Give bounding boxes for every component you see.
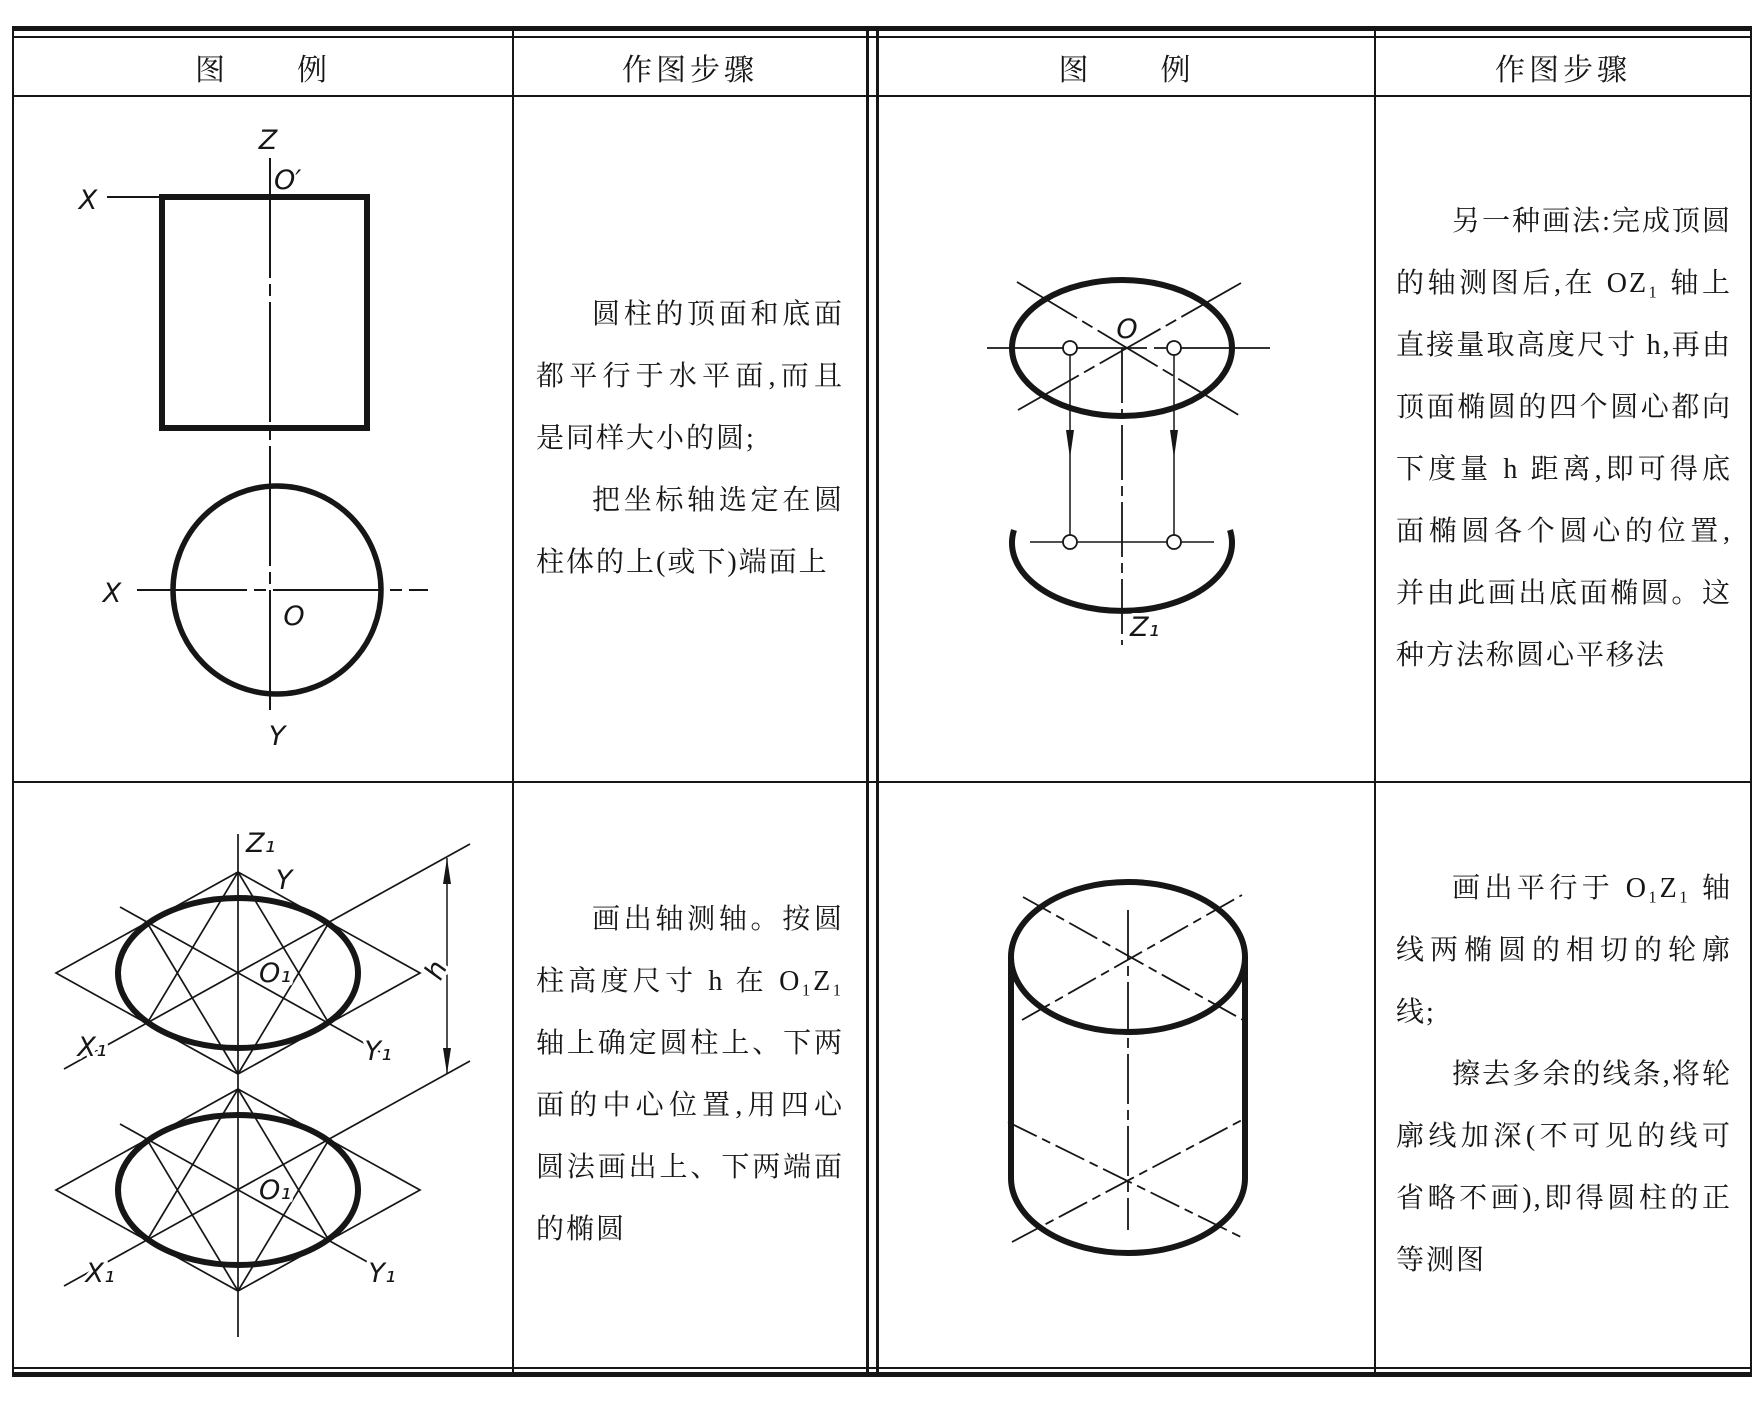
axis-label-y: Y: [275, 865, 293, 896]
ellipse-center-point: [1063, 341, 1077, 355]
steps-cell-left-row2: [514, 783, 866, 1367]
steps-paragraph: 画出平行于 O₁Z₁ 轴线两椭圆的相切的轮廓线;: [1396, 873, 1732, 1028]
bottom-centerline-diagonal: [1012, 1120, 1242, 1242]
center-label-o1: O₁: [258, 1175, 292, 1206]
origin-label-o: O: [1116, 314, 1138, 345]
header-example-right: [879, 38, 1374, 95]
ellipse-center-point: [1167, 535, 1181, 549]
axis-label-x1: X₁: [85, 1258, 115, 1289]
origin-label-o: O: [283, 601, 305, 632]
steps-paragraph: 画出轴测轴。按圆柱高度尺寸 h 在 O₁Z₁ 轴上确定圆柱上、下两面的中心位置,用四心圆法画出上、下两端面的椭圆: [536, 904, 844, 1245]
table-middle-double-rule-2: [876, 26, 879, 1377]
bottom-centerline-diagonal: [1008, 1122, 1243, 1238]
axis-label-x-front: X: [78, 185, 98, 216]
steps-cell-left-row1: [514, 97, 866, 781]
steps-cell-right-row1: [1374, 97, 1750, 781]
down-arrowhead: [443, 1048, 451, 1074]
x1-axis-line: [64, 1061, 470, 1286]
header-steps-left: [514, 38, 866, 95]
header-steps-left-label: 作图步骤: [622, 53, 758, 87]
figure-center-transfer-method: [880, 200, 1360, 670]
axis-label-z1: Z₁: [246, 828, 276, 859]
axis-label-y1: Y₁: [368, 1258, 396, 1289]
table-top-rule-thick: [12, 26, 1752, 31]
down-arrowhead: [1066, 430, 1074, 458]
header-steps-right: [1376, 38, 1750, 95]
axis-label-x-top: X: [102, 578, 122, 609]
header-example-left: [14, 38, 512, 95]
header-example-left-label: 图 例: [195, 53, 331, 87]
table-middle-double-rule-1: [866, 26, 869, 1377]
figure-axonometric-construction: [12, 782, 514, 1374]
axis-label-y1: Y₁: [364, 1036, 392, 1067]
center-label-o1: O₁: [258, 958, 292, 989]
figure-orthographic-views: [12, 97, 514, 781]
up-arrowhead: [443, 858, 451, 884]
steps-paragraph: 圆柱的顶面和底面都平行于水平面,而且是同样大小的圆;: [536, 299, 844, 454]
steps-paragraph: 另一种画法:完成顶圆的轴测图后,在 OZ₁ 轴上直接量取高度尺寸 h,再由顶面椭圆的四个圆心都向下度量 h 距离,即可得底面椭圆各个圆心的位置,并由此画出底面椭圆。这种方法称圆心平移法: [1396, 206, 1732, 671]
axis-label-x1: X₁: [77, 1032, 107, 1063]
steps-paragraph: 把坐标轴选定在圆柱体的上(或下)端面上: [536, 485, 844, 578]
origin-label-o-prime: O′: [274, 165, 302, 196]
figure-isometric-cylinder: [880, 860, 1360, 1340]
header-steps-right-label: 作图步骤: [1495, 53, 1631, 87]
header-example-right-label: 图 例: [1058, 53, 1195, 87]
axis-label-z: Z: [258, 125, 278, 156]
ellipse-center-point: [1063, 535, 1077, 549]
steps-paragraph: 擦去多余的线条,将轮廓线加深(不可见的线可省略不画),即得圆柱的正等测图: [1396, 1059, 1732, 1276]
x1-axis-line: [64, 844, 470, 1069]
height-label-h: h: [418, 955, 455, 985]
axis-label-z1: Z₁: [1130, 612, 1160, 643]
table-right-border: [1750, 26, 1752, 1377]
axis-label-y: Y: [268, 721, 286, 752]
steps-cell-right-row2: [1374, 783, 1750, 1367]
down-arrowhead: [1170, 430, 1178, 458]
cylinder-front-view-outline: [162, 197, 367, 428]
ellipse-center-point: [1167, 341, 1181, 355]
